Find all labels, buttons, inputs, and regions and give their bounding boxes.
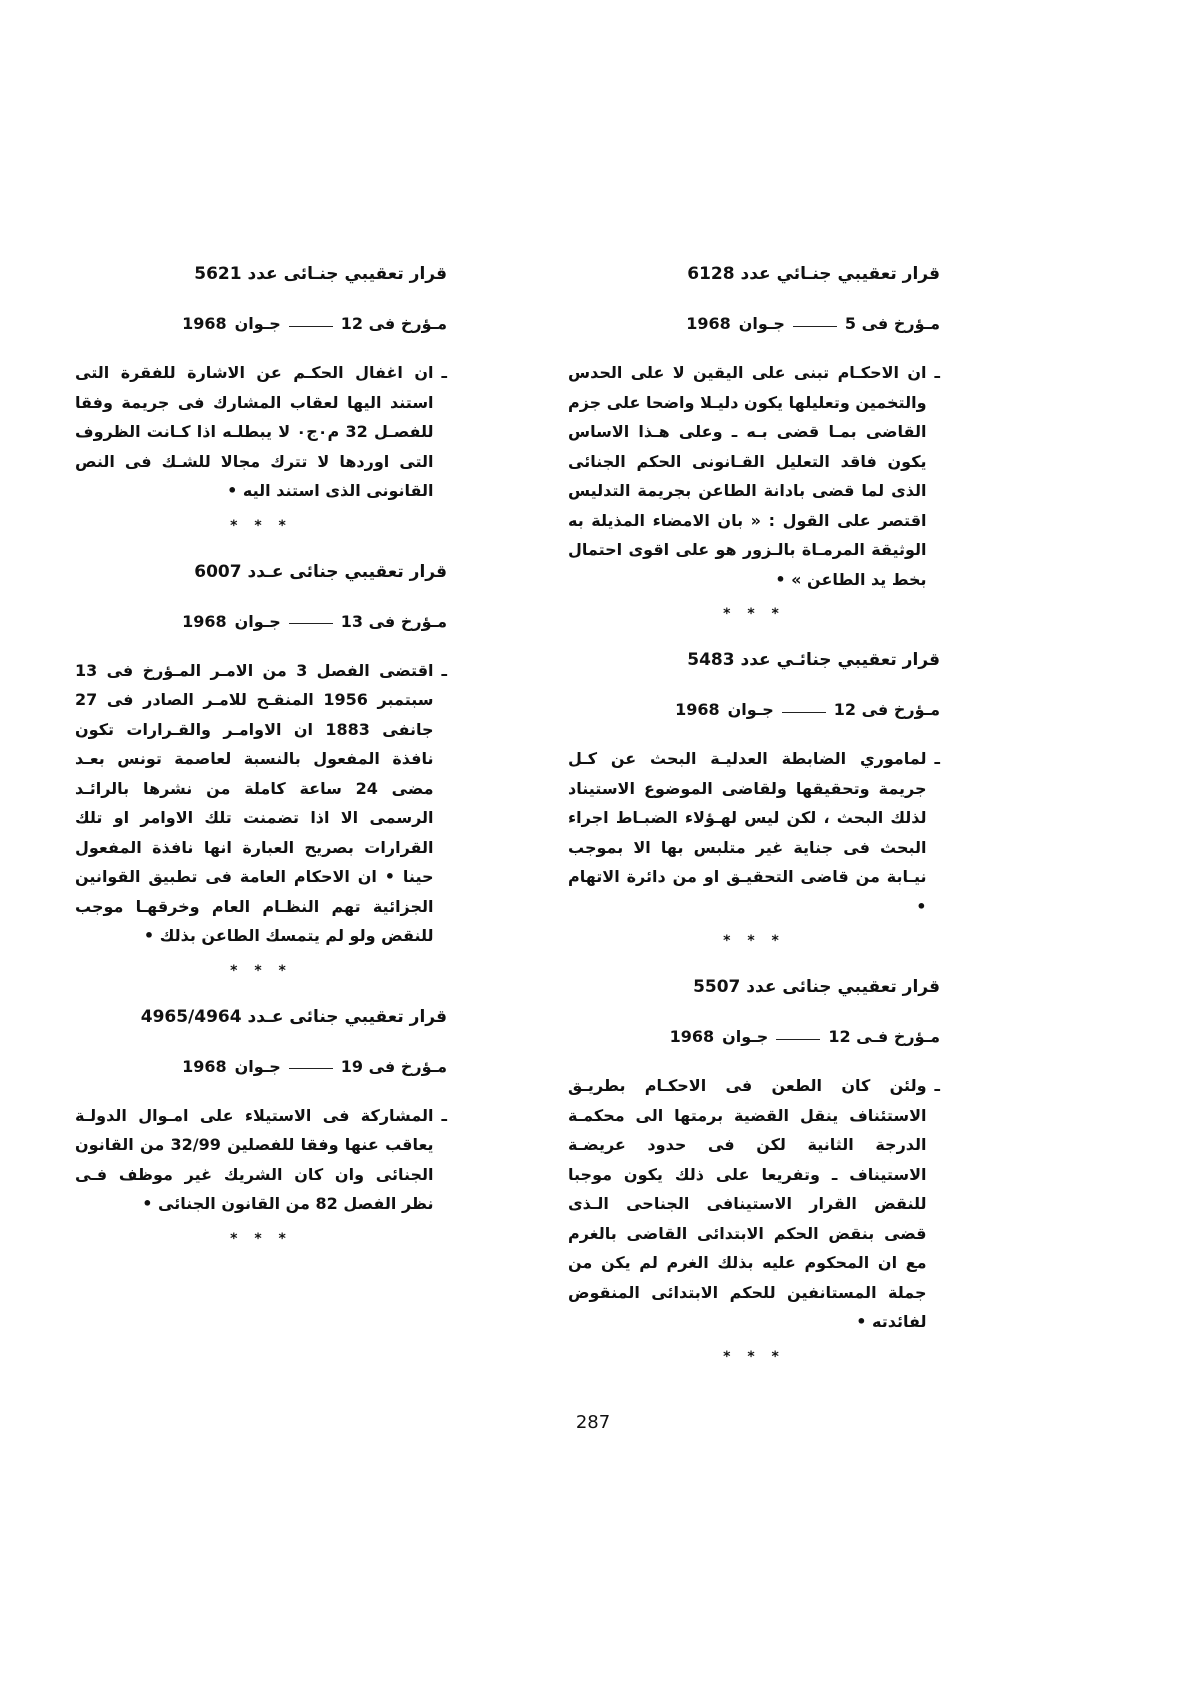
ruling-title: قرار تعقيبي جنـائى عدد 5621 (194, 264, 447, 284)
ruling-text: المشاركة فى الاستيلاء على امـوال الدولـة يعاقب عنها وفقا للفصلين 32/99 من القانون الجنائى وان كان الشريك غير موظف فـى نظر الفصل 82 من القانون الجنائى • (75, 1105, 434, 1213)
separator-stars: * * * (230, 1230, 292, 1247)
ruling-body (75, 358, 447, 506)
ruling-6128 (568, 262, 940, 594)
date-month: جـوان (234, 611, 281, 631)
ruling-body (568, 358, 940, 594)
separator-stars: * * * (723, 606, 785, 622)
ruling-5621 (75, 262, 447, 506)
ruling-body (75, 656, 447, 951)
date-year: 1968 (675, 700, 720, 719)
ruling-text: لماموري الضابطة العدليـة البحث عن كـل جريمة وتحقيقها ولقاضى الموضوع الاستيناد لذلك البحث ، لكن ليس لهـؤلاء الضبـاط اجراء البحث فى جناية غير متلبس بها الا بموجب نيـابة من قاضى التحقيـق او من دائرة الاتهام • (568, 749, 927, 916)
ruling-text: ان الاحكـام تبنى على اليقين لا على الحدس والتخمين وتعليلها يكون دليـلا واضحا على جزم القاضى بمـا قضى بـه ـ وعلى هـذا الاساس يكون فاقد التعليل القـانونى الحكم الجنائى الذى لما قضى بادانة الطاعن بجريمة التدليس اقتصر على القول : « بان الامضاء المذيلة به الوثيقة المرمـاة بالـزور هو على اقوى احتمال بخط يد الطاعن » • (568, 363, 927, 589)
date-year: 1968 (182, 314, 227, 333)
ruling-title: قرار تعقيبي جنائى عـدد 4965/4964 (140, 1006, 447, 1027)
date-year: 1968 (182, 611, 227, 631)
separator-stars: * * * (230, 962, 292, 979)
ruling-4964-4965 (75, 1005, 447, 1219)
date-year: 1968 (669, 1027, 715, 1046)
date-prefix: مـؤرخ فى 5 (844, 314, 940, 333)
date-month: جـوان (234, 1056, 281, 1076)
left-column (75, 262, 447, 1273)
bullet-dash: ـ (441, 660, 447, 680)
ruling-body (75, 1101, 447, 1219)
ruling-body (568, 1071, 940, 1337)
date-rule (793, 326, 837, 327)
ruling-body (568, 744, 940, 921)
ruling-date (568, 312, 940, 336)
date-prefix: مـؤرخ فى 19 (340, 1056, 447, 1076)
ruling-5507 (568, 975, 940, 1337)
date-prefix: مـؤرخ فـى 12 (828, 1027, 940, 1046)
ruling-text: ان اغفال الحكـم عن الاشارة للفقرة التى استند اليها لعقاب المشارك فى جريمة وفقا للفصـل 32 م٠ج٠ لا يبطلـه اذا كـانت الظروف التى اوردها لا تترك مجالا للشـك فى النص القانونى الذى استند اليه • (75, 363, 434, 500)
date-prefix: مـؤرخ فى 13 (340, 611, 447, 631)
bullet-dash: ـ (441, 1105, 447, 1125)
date-prefix: مـؤرخ فى 12 (340, 314, 447, 333)
ruling-date (75, 312, 447, 336)
ruling-6007 (75, 560, 447, 951)
ruling-title: قرار تعقيبي جنائى عدد 5507 (693, 977, 940, 997)
date-rule (289, 1068, 333, 1069)
date-rule (289, 326, 333, 327)
ruling-text: ولئن كان الطعن فى الاحكـام بطريـق الاستئناف ينقل القضية برمتها الى محكمـة الدرجة الثانية لكن فى حدود عريضـة الاستيناف ـ وتفريعا على ذلك يكون موجبا للنقض القرار الاستينافى الجناحى الـذى قضى بنقض الحكم الابتدائى القاضى بالغرم مع ان المحكوم عليه بذلك الغرم لم يكن من جملة المستانفين للحكم الابتدائى المنقوض لفائدته • (568, 1076, 927, 1331)
ruling-date (568, 698, 940, 722)
ruling-title: قرار تعقيبي جنائـي عدد 5483 (687, 650, 940, 670)
date-year: 1968 (182, 1056, 227, 1076)
ruling-date (75, 610, 447, 634)
page-number: 287 (575, 1412, 611, 1433)
date-month: جـوان (727, 700, 774, 719)
ruling-date (568, 1025, 940, 1049)
date-year: 1968 (686, 314, 731, 333)
date-month: جـوان (738, 314, 785, 333)
bullet-dash: ـ (934, 749, 940, 768)
date-rule (289, 623, 333, 624)
ruling-title: قرار تعقيبي جنائى عـدد 6007 (194, 561, 447, 582)
separator-stars: * * * (723, 933, 785, 949)
ruling-date (75, 1055, 447, 1079)
ruling-title: قرار تعقيبي جنـائي عدد 6128 (687, 264, 940, 284)
ruling-5483 (568, 648, 940, 921)
date-month: جـوان (234, 314, 281, 333)
date-rule (782, 712, 826, 713)
bullet-dash: ـ (934, 363, 940, 382)
date-month: جـوان (722, 1027, 769, 1046)
date-rule (776, 1039, 820, 1040)
separator-stars: * * * (230, 517, 292, 534)
date-prefix: مـؤرخ فى 12 (833, 700, 940, 719)
bullet-dash: ـ (934, 1076, 940, 1095)
right-column (568, 262, 940, 1391)
bullet-dash: ـ (441, 363, 447, 382)
separator-stars: * * * (723, 1348, 785, 1365)
ruling-text: اقتضى الفصل 3 من الامـر المـؤرخ فى 13 سبتمبر 1956 المنقـح للامـر الصادر فى 27 جانفى 1883 ان الاوامـر والقـرارات تكون نافذة المفعول بالنسبة لعاصمة تونس بعـد مضى 24 ساعة كاملة من نشرها بالرائـد الرسمى الا اذا تضمنت تلك الاوامر او تلك القرارات بصريح العبارة انها نافذة المفعول حينا • ان الاحكام العامة فى تطبيق القوانين الجزائية تهم النظـام العام وخرقهـا موجب للنقض ولو لم يتمسك الطاعن بذلك • (75, 660, 434, 945)
